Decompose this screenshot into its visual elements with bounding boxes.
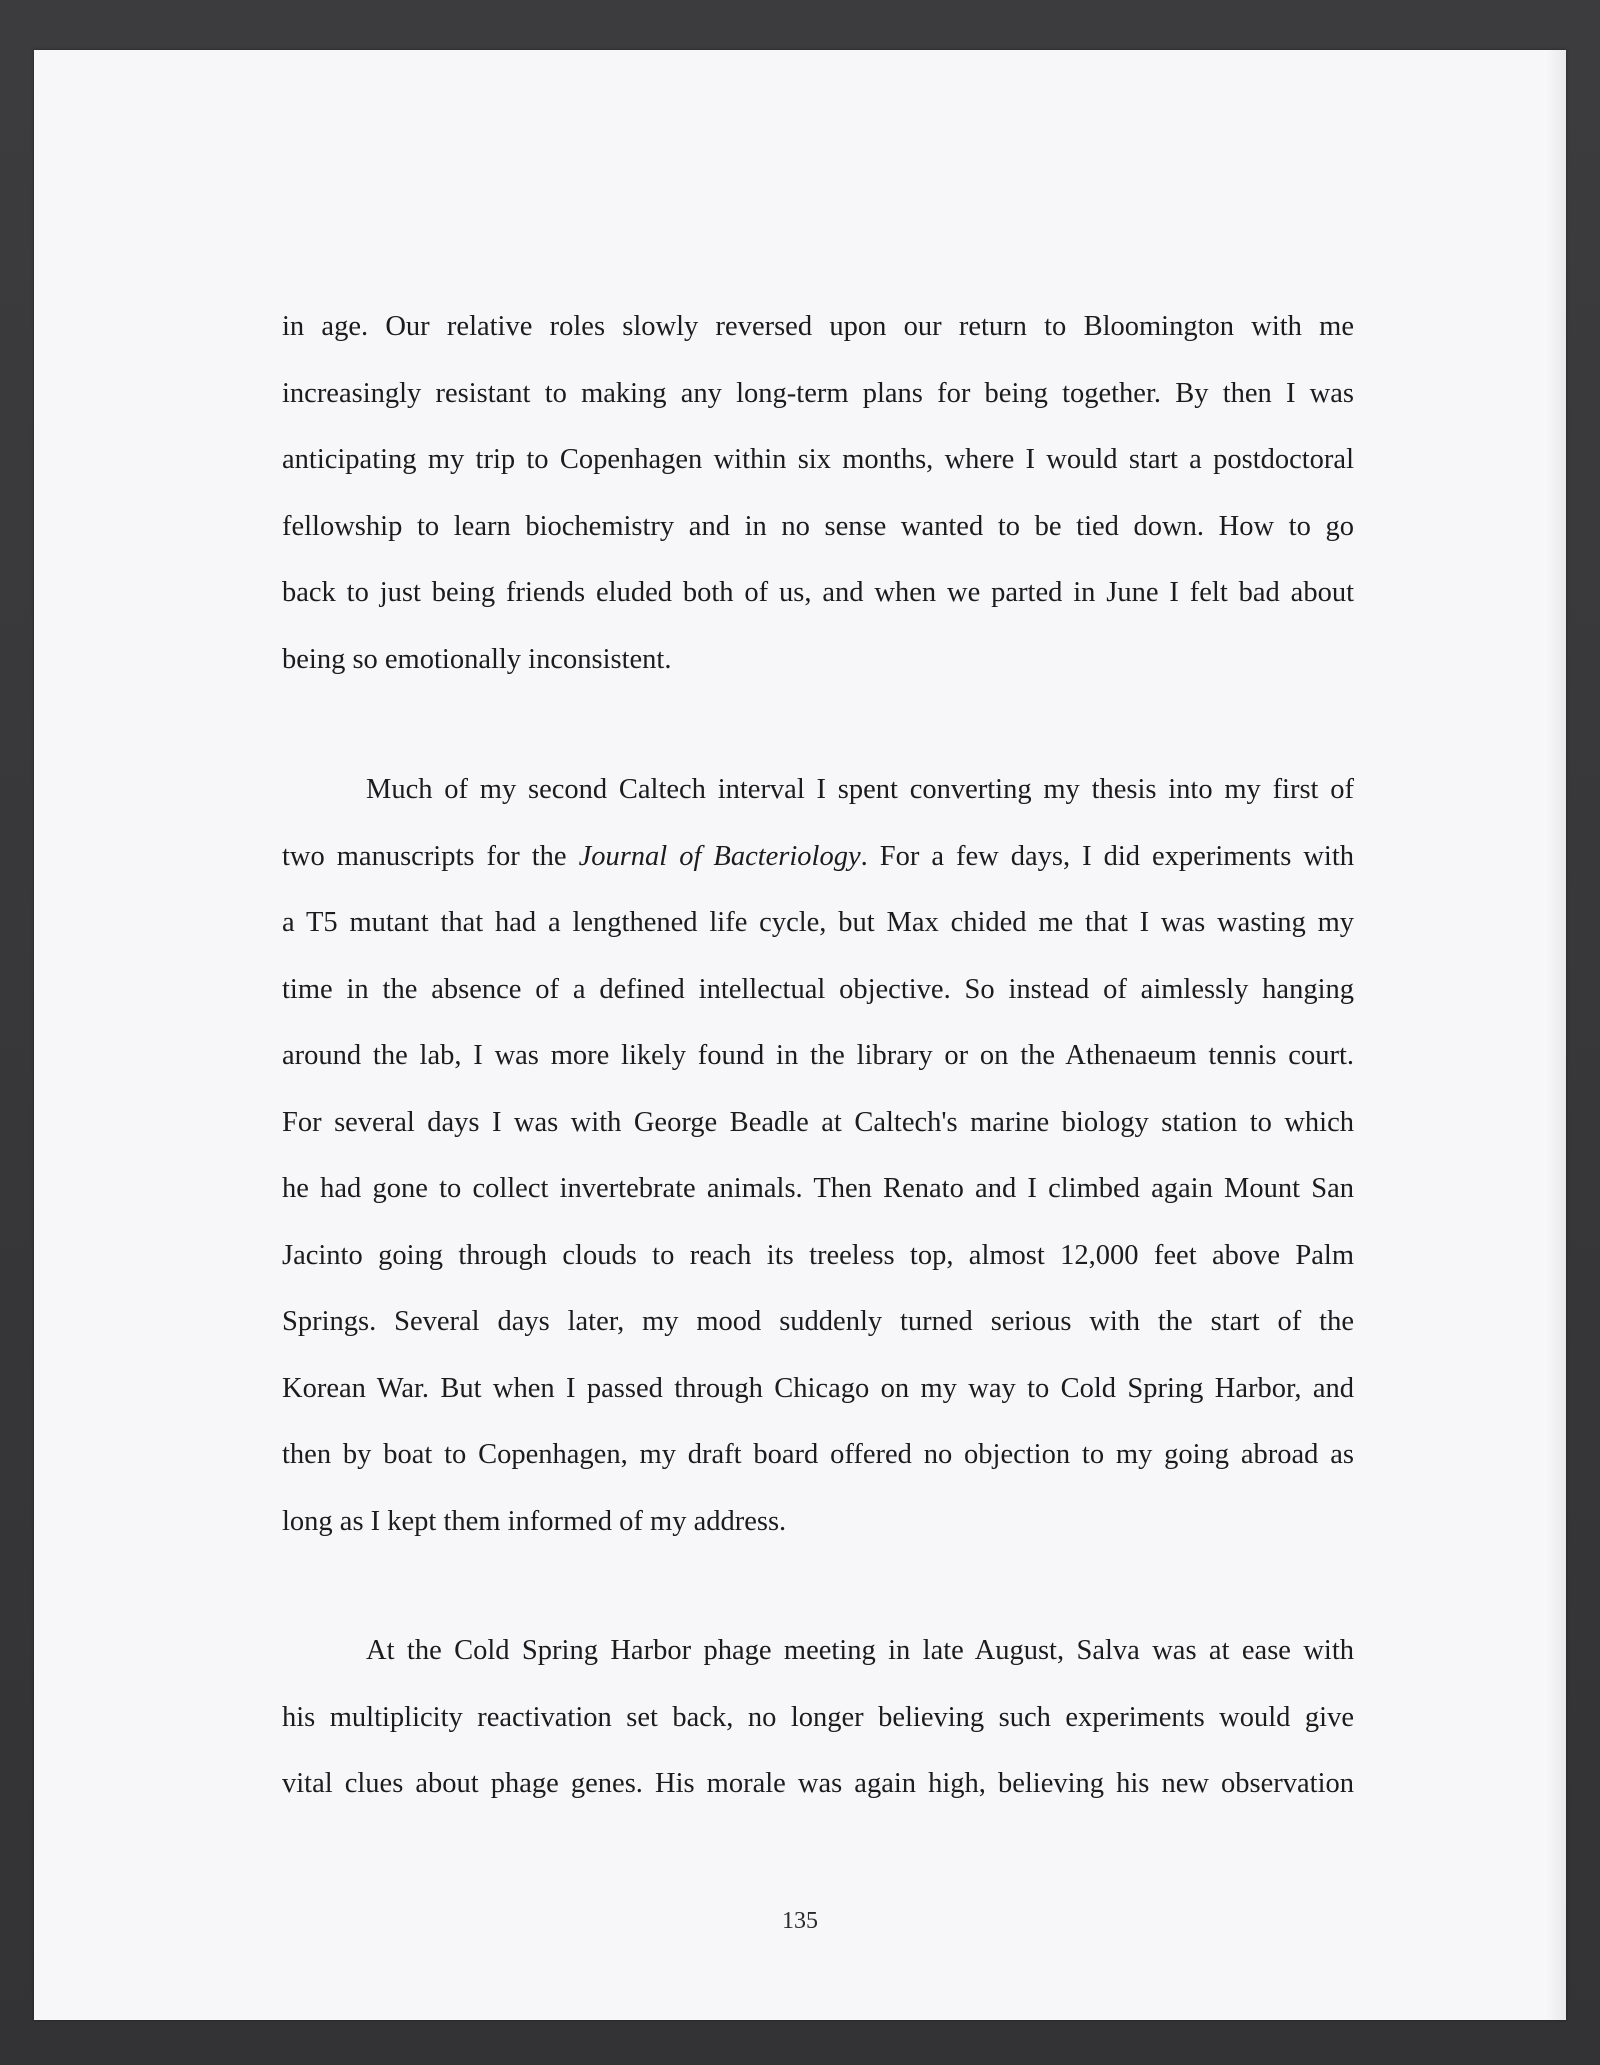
text-line: Jacinto going through clouds to reach its treeless top, almost 12,000 feet above Palm <box>282 1239 1354 1271</box>
text-line: anticipating my trip to Copenhagen within six months, where I would start a postdoctoral <box>282 444 1354 475</box>
text-line: then by boat to Copenhagen, my draft board offered no objection to my going abroad as <box>282 1439 1354 1470</box>
text-line: At the Cold Spring Harbor phage meeting in late August, Salva was at ease with <box>366 1635 1354 1666</box>
text-line: For several days I was with George Beadle at Caltech's marine biology station to which <box>282 1106 1354 1138</box>
text-line: vital clues about phage genes. His morale was again high, believing his new observation <box>282 1768 1354 1799</box>
text-line: in age. Our relative roles slowly reversed upon our return to Bloomington with me <box>282 311 1354 342</box>
text-line-with-journal-title <box>282 824 1354 891</box>
text-line: around the lab, I was more likely found in the library or on the Athenaeum tennis court. <box>282 1040 1354 1071</box>
text-run: . For a few days, I did experiments with <box>860 840 1354 872</box>
text-line: long as I kept them informed of my address. <box>282 1505 787 1537</box>
page-number: 135 <box>782 1908 818 1934</box>
text-line: increasingly resistant to making any long-term plans for being together. By then I was <box>282 377 1354 409</box>
text-line: he had gone to collect invertebrate animals. Then Renato and I climbed again Mount San <box>282 1173 1354 1204</box>
text-line: fellowship to learn biochemistry and in no sense wanted to be tied down. How to go <box>282 510 1354 542</box>
text-line: a T5 mutant that had a lengthened life cycle, but Max chided me that I was wasting my <box>282 907 1354 938</box>
text-line: back to just being friends eluded both of us, and when we parted in June I felt bad about <box>282 577 1354 608</box>
text-line: being so emotionally inconsistent. <box>282 643 672 675</box>
text-line: Springs. Several days later, my mood suddenly turned serious with the start of the <box>282 1306 1354 1337</box>
journal-title: Journal of Bacteriology <box>578 840 861 872</box>
text-run: two manuscripts for the <box>282 840 579 872</box>
paragraph-2 <box>282 757 1354 1555</box>
paragraph-3 <box>282 1618 1354 1818</box>
page-edge-shadow <box>1546 50 1566 2020</box>
paragraph-1 <box>282 294 1354 693</box>
text-line: his multiplicity reactivation set back, no longer believing such experiments would give <box>282 1701 1354 1733</box>
text-line: Much of my second Caltech interval I spent converting my thesis into my first of <box>366 774 1354 805</box>
text-line: time in the absence of a defined intellectual objective. So instead of aimlessly hanging <box>282 973 1354 1005</box>
document-page <box>34 50 1566 2020</box>
text-line: Korean War. But when I passed through Chicago on my way to Cold Spring Harbor, and <box>282 1372 1354 1404</box>
